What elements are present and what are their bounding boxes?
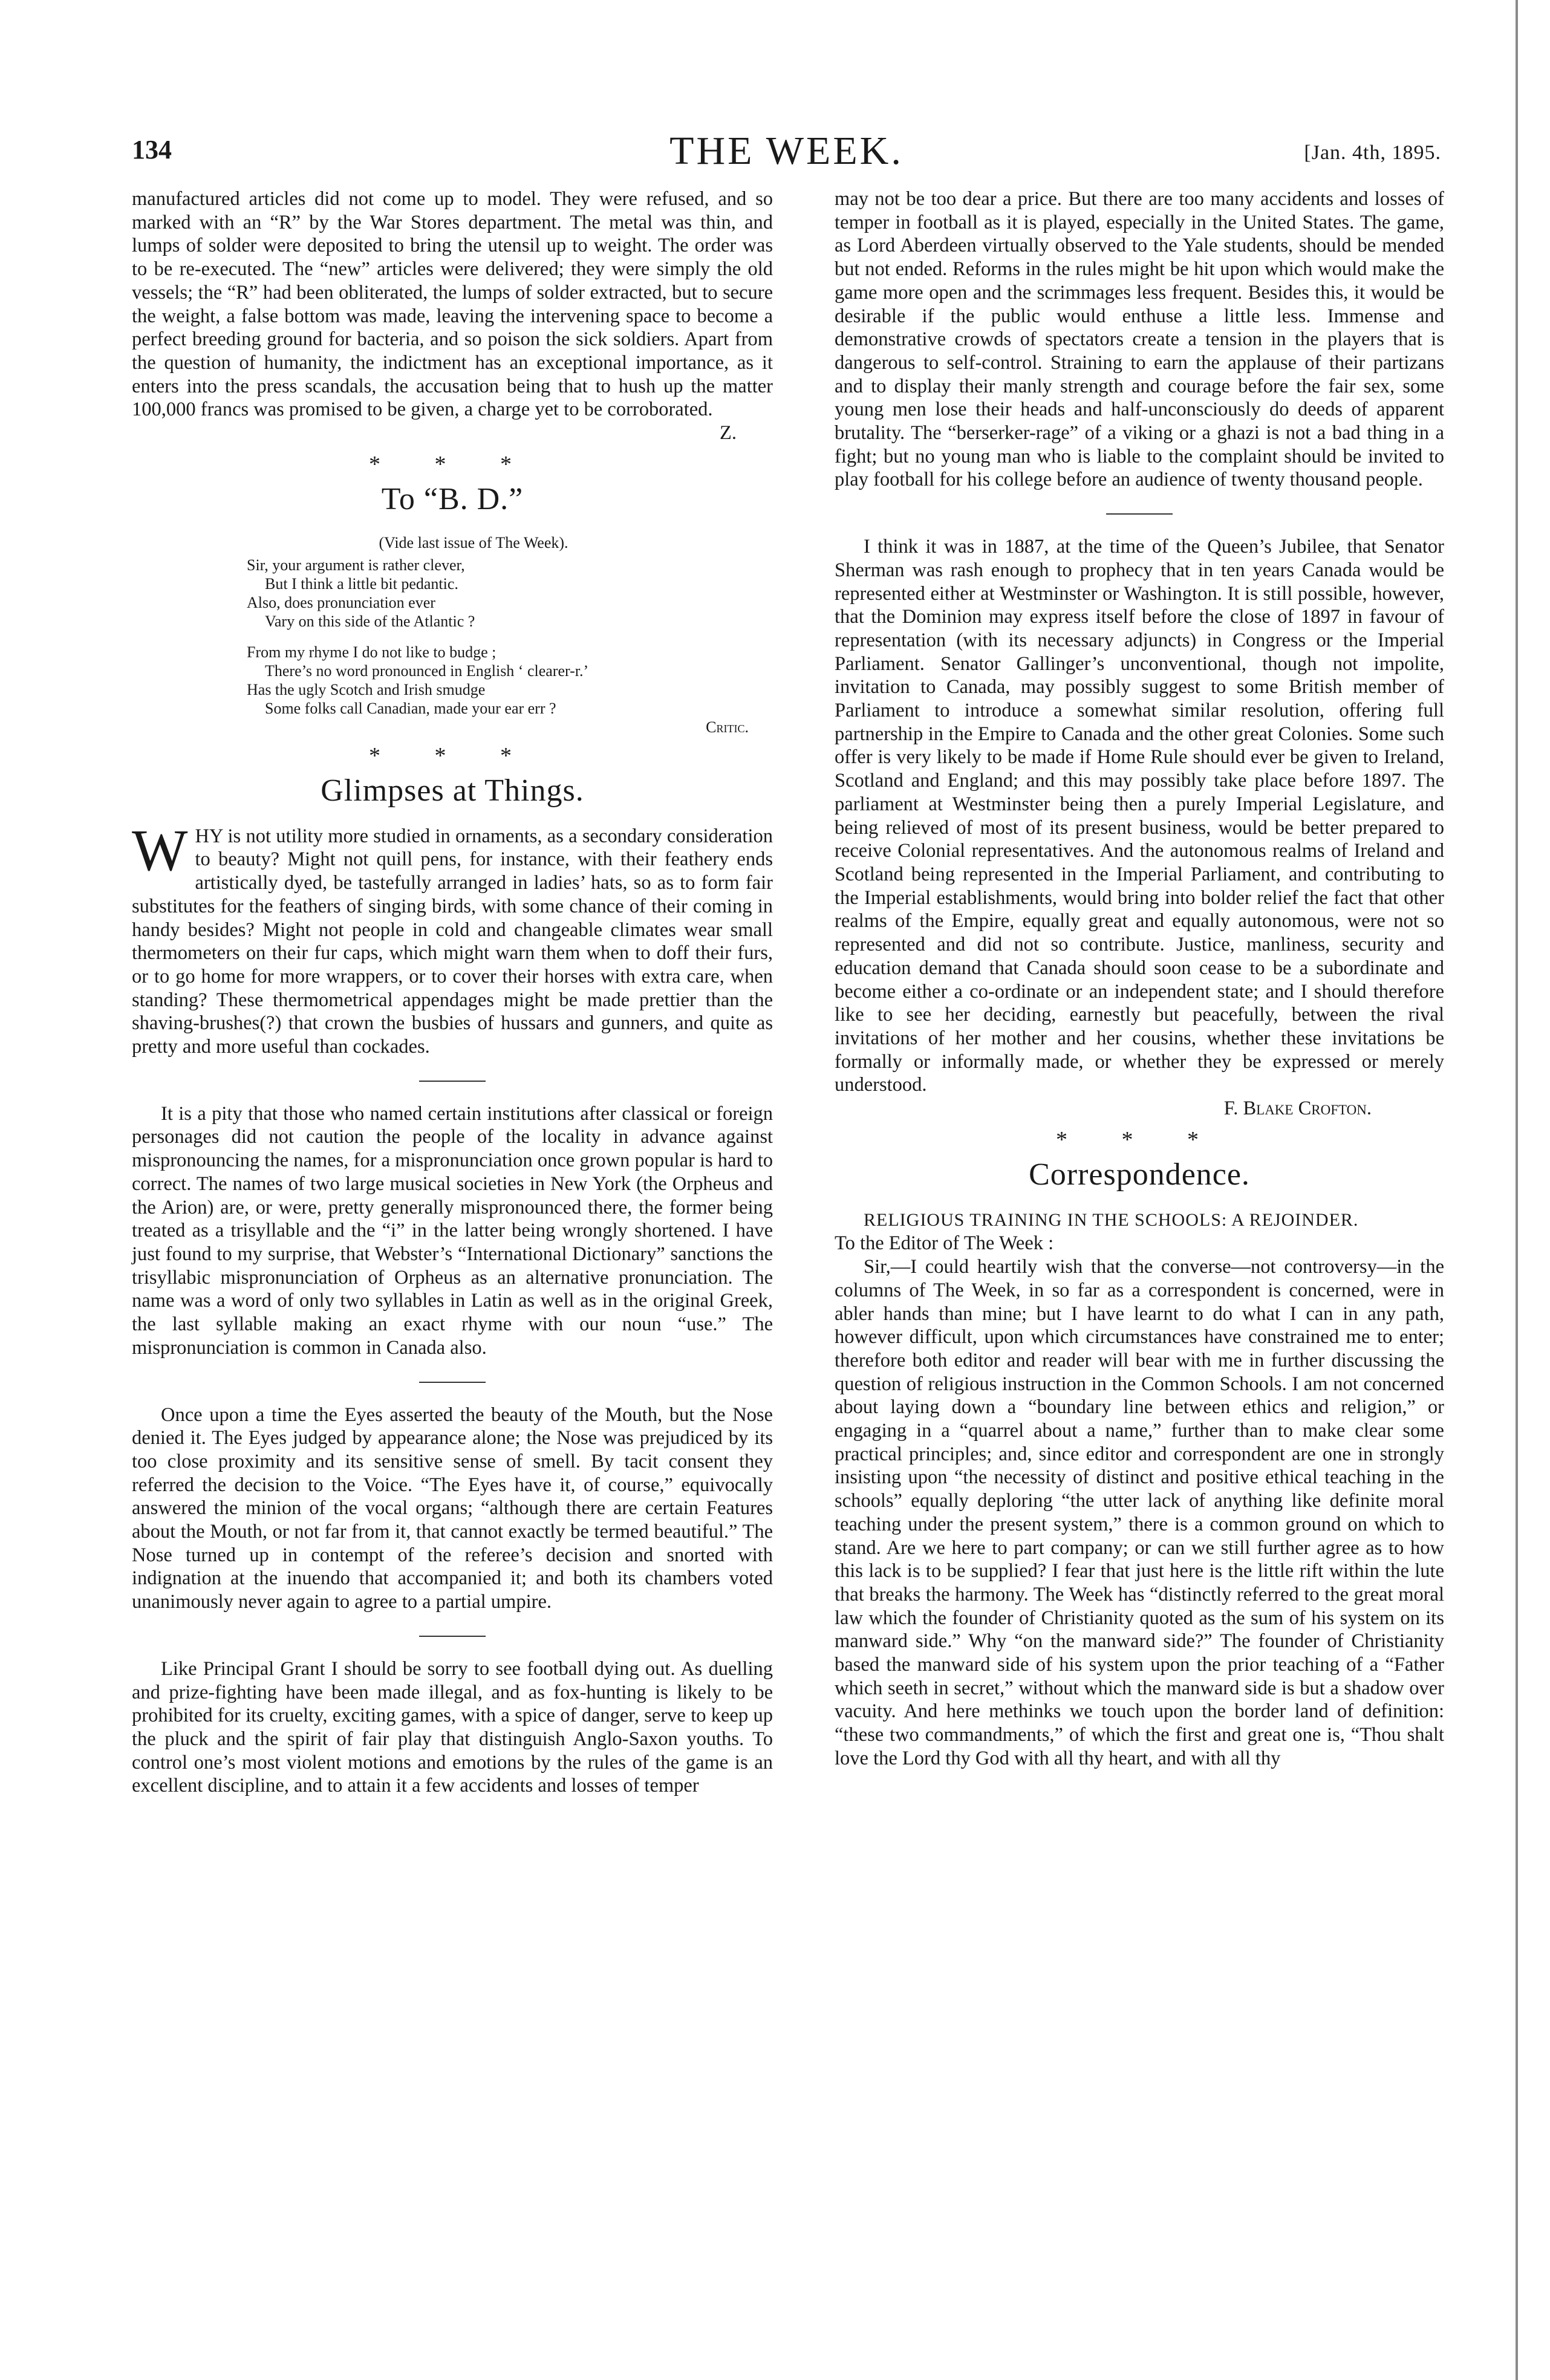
signature-crofton: F. Blake Crofton. xyxy=(1223,1097,1372,1120)
page-edge-line xyxy=(1516,0,1518,2380)
letter-salutation: To the Editor of The Week : xyxy=(835,1232,1054,1255)
left-column xyxy=(132,187,773,1798)
poem-line: Some folks call Canadian, made your ear err ? xyxy=(265,699,556,717)
poem-title: To “B. D.” xyxy=(381,481,524,516)
journal-title: THE WEEK. xyxy=(669,129,904,173)
right-column xyxy=(835,187,1444,1770)
page-header xyxy=(132,129,1441,183)
divider-rule xyxy=(1106,513,1173,515)
divider-rule xyxy=(419,1382,486,1383)
section-stars: * * * xyxy=(369,451,536,477)
poem-line: Also, does pronunciation ever xyxy=(247,593,435,611)
glimpses-paragraph: It is a pity that those who named certain institutions after classical or foreign personages did not caution the people of the locality in advance against mispronouncing the names, for a mispronunciation once grown popular is hard to correct. The names of two large musical societies in New York (the Orpheus and the Arion) are, or were, pretty generally mispronounced there, the former being treated as a trisyllable and the “i” in the latter being wrongly shortened. I have just found to my surprise, that Webster’s “International Dictionary” sanctions the trisyllabic mispronunciation of Orpheus as an alternative pronunciation. The name was a word of only two syllables in Latin as well as in the original Greek, the last syllable making an exact rhyme with our noun “use.” The mispronunciation is common in Canada also. xyxy=(132,1102,773,1359)
poem-line: Vary on this side of the Atlantic ? xyxy=(265,612,475,630)
poem-line: From my rhyme I do not like to budge ; xyxy=(247,643,497,661)
article-continuation: manufactured articles did not come up to model. They were refused, and so marked with an “R” by the War Stores department. The metal was thin, and lumps of solder were deposited to bring the utensil up to weight. The order was to be re-executed. The “new” articles were delivered; they were simply the old vessels; the “R” had been obliterated, the lumps of solder extracted, but to secure the weight, a false bottom was made, leaving the intervening space to become a perfect breeding ground for bacteria, and so poison the sick soldiers. Apart from the question of humanity, the indictment has an exceptional importance, as it enters into the press scandals, the accusation being that to hush up the matter 100,000 francs was promised to be given, a charge yet to be corroborated. xyxy=(132,188,773,421)
poem xyxy=(247,533,773,736)
glimpses-paragraph: I think it was in 1887, at the time of the Queen’s Jubilee, that Senator Sherman was rash enough to prophecy that in ten years Canada would be represented either at Westminster or Washington. It is still possible, however, that the Dominion may express itself before the close of 1897 in favour of representation (with its necessary adjuncts) in Congress or the Imperial Parliament. Senator Gallinger’s unconventional, though not impolite, invitation to Canada, may possibly suggest to some British member of Parliament to introduce a somewhat similar resolution, offering full partnership in the Empire to Canada and the other great Colonies. Some such offer is very likely to be made if Home Rule should ever be given to Ireland, Scotland and England; and this may possibly take place before 1897. The parliament at Westminster being then a purely Imperial Legislature, and being relieved of most of its present business, would be better prepared to receive Colonial representatives. And the autonomous realms of Ireland and Scotland being represented in the Imperial Parliament, and contributing to the Imperial establishments, would bring into bolder relief the fact that other realms of the Empire, equally great and equally autonomous, were not so represented and did not so contribute. Justice, manliness, security and education demand that Canada should soon cease to be a subordinate and become either a co-ordinate or an independent state; and I should therefore like to see her deciding, earnestly but peacefully, between the rival invitations of her mother and her cousins, whether these invitations be formally or informally made, or whether they be expressed or merely understood. xyxy=(835,536,1444,1096)
poem-line: There’s no word pronounced in English ‘ clearer-r.’ xyxy=(265,662,589,680)
paragraph-text: HY is not utility more studied in ornaments, as a secondary consideration to beauty? Might not quill pens, for instance, with their feathery ends artistically dyed, be tastefully arranged in ladies’ hats, so as to form fair substitutes for the feathers of singing birds, with some chance of their coming in handy besides? Might not people in cold and changeable climates wear small thermometers on their fur caps, which might warn them when to doff their furs, or to go home for more wrappers, or to cover their horses with extra care, when standing? These thermometrical appendages might be made prettier than the shaving-brushes(?) that crown the busbies of hussars and gunners, and quite as pretty and more useful than cockades. xyxy=(132,825,773,1058)
poem-line: But I think a little bit pedantic. xyxy=(265,574,458,593)
signature-z: Z. xyxy=(720,422,737,444)
divider-rule xyxy=(419,1081,486,1082)
letter-paragraph: Sir,—I could heartily wish that the converse—not controversy—in the columns of The Week, in so far as a correspondent is concerned, were in abler hands than mine; but I have learnt to do what I can in any path, however difficult, upon which circumstances have constrained me to enter; therefore both editor and reader will bear with me in further discussing the question of religious instruction in the Common Schools. I am not concerned about laying down a “boundary line between ethics and religion,” or engaging in a “quarrel about a name,” further than to make clear some practical principles; and, since editor and correspondent are one in strongly insisting upon “the necessity of distinct and positive ethical teaching in the schools” equally deploring “the utter lack of anything like definite moral teaching under the present system,” there is a common ground on which to stand. Are we here to part company; or can we still further agree as to how this lack is to be supplied? I fear that just here is the little rift within the lute that breaks the harmony. The Week has “distinctly referred to the great moral law which the founder of Christianity quoted as the sum of his system on its manward side.” Why “on the manward side?” The founder of Christianity based the manward side of his system upon the prior teaching of a “Father which seeth in secret,” without which the manward side is but a shadow over vacuity. And here methinks we touch upon the border land of definition: “these two commandments,” of which the first and great one is, “Thou shalt love the Lord thy God with all thy heart, and with all thy xyxy=(835,1256,1444,1769)
section-stars: * * * xyxy=(369,743,536,769)
poem-line: Sir, your argument is rather clever, xyxy=(247,556,465,574)
poem-signature: Critic. xyxy=(706,718,749,736)
page-number: 134 xyxy=(132,135,172,164)
letter-heading: RELIGIOUS TRAINING IN THE SCHOOLS: A REJOINDER. xyxy=(864,1209,1359,1230)
drop-cap: W xyxy=(132,818,188,883)
glimpses-paragraph xyxy=(132,818,773,1059)
issue-date: [Jan. 4th, 1895. xyxy=(1304,141,1441,164)
divider-rule xyxy=(419,1636,486,1637)
section-title-correspondence: Correspondence. xyxy=(1029,1157,1250,1192)
glimpses-paragraph: Like Principal Grant I should be sorry to see football dying out. As duelling and prize-fighting have been made illegal, and as fox-hunting is likely to be prohibited for its cruelty, exciting games, with a spice of danger, serve to keep up the pluck and the spirit of fair play that distinguish Anglo-Saxon youths. To control one’s most violent motions and emotions by the rules of the game is an excellent discipline, and to attain it a few accidents and losses of temper xyxy=(132,1657,773,1797)
poem-citation: (Vide last issue of The Week). xyxy=(379,533,568,551)
glimpses-paragraph: Once upon a time the Eyes asserted the beauty of the Mouth, but the Nose denied it. The Eyes judged by appearance alone; the Nose was prejudiced by its too close proximity and its sensitive sense of smell. By tacit consent they referred the decision to the Voice. “The Eyes have it, of course,” equivocally answered the minion of the vocal organs; “although there are certain Features about the Mouth, or not far from it, that cannot exactly be termed beautiful.” The Nose turned up in contempt of the referee’s decision and snorted with indignation at the inuendo that accompanied it; and both its chambers voted unanimously never again to agree to a partial umpire. xyxy=(132,1403,773,1613)
section-title-glimpses: Glimpses at Things. xyxy=(321,773,584,808)
football-continuation: may not be too dear a price. But there are too many accidents and losses of temper in football as it is played, especially in the United States. The game, as Lord Aberdeen virtually observed to the Yale students, should be mended but not ended. Reforms in the rules might be hit upon which would make the game more open and the scrimmages less frequent. Besides this, it would be desirable if the public would enthuse a little less. Immense and demonstrative crowds of spectators create a tension in the players that is dangerous to self-control. Straining to earn the applause of their partizans and to display their manly strength and courage before the fair sex, some young men lose their heads and half-unconsciously do deeds of apparent brutality. The “berserker-rage” of a viking or a ghazi is not a bad thing in a fight; but no young man who is liable to the complaint should be invited to play football for his college before an audience of twenty thousand people. xyxy=(835,188,1444,491)
section-stars: * * * xyxy=(1056,1127,1223,1153)
poem-line: Has the ugly Scotch and Irish smudge xyxy=(247,680,486,698)
